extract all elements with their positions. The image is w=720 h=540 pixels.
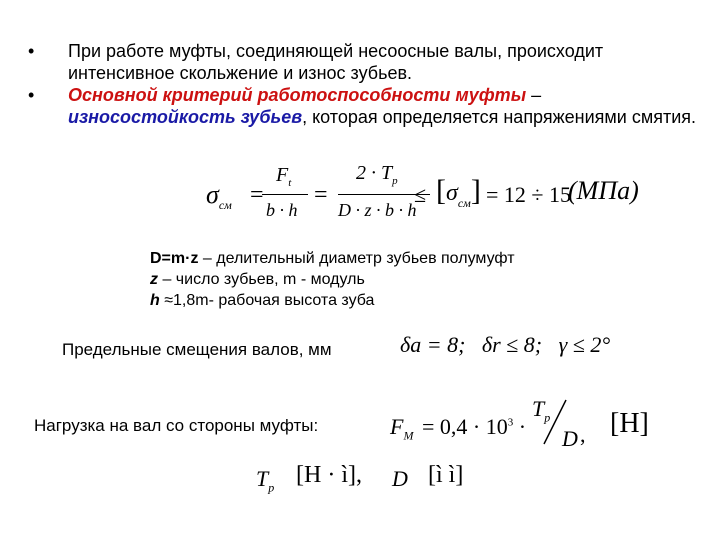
fraction-bar	[262, 194, 308, 195]
load-formula	[390, 396, 670, 456]
diameter-unit: [ì ì]	[428, 462, 464, 488]
fraction1-numerator: $F_t$	[276, 164, 292, 189]
allowable-stress: $[\sigma_{см}]$	[436, 174, 481, 210]
torque-unit: [H · ì],	[296, 462, 362, 488]
definition-line: h ≈1,8m- рабочая высота зуба	[150, 292, 375, 309]
definition-line: D=m·z – делительный диаметр зубьев полумуфт	[150, 250, 515, 267]
load-comma: ,	[580, 422, 586, 447]
wear-resistance-text: износостойкость зубьев	[68, 107, 303, 127]
torque-symbol: $T_p$	[256, 466, 275, 495]
stress-text: , которая определяется напряжениями смятия.	[302, 107, 697, 127]
load-unit: [H]	[610, 408, 649, 439]
bullet-marker: •	[28, 41, 35, 61]
stress-result: = 12 ÷ 15	[486, 182, 571, 207]
load-symbol: $F_M$	[390, 414, 414, 443]
load-coefficient: = $0,4 \cdot 10^3$ ·	[422, 414, 527, 439]
load-label: Нагрузка на вал со стороны муфты:	[34, 416, 319, 435]
offsets-formula: δa = 8; δr ≤ 8; γ ≤ 2°	[400, 332, 611, 357]
stress-unit: (МПа)	[568, 176, 639, 205]
bullet-text: При работе муфты, соединяющей несоосные валы, происходит интенсивное скольжение и износ зубьев.	[68, 41, 604, 83]
bullet-item-1	[28, 40, 708, 84]
units-line	[256, 462, 516, 502]
definition-line: z – число зубьев, m - модуль	[150, 271, 365, 288]
fraction1-denominator: b · h	[266, 200, 298, 220]
fraction2-numerator: $2 \cdot T_p$	[356, 162, 398, 187]
diameter-symbol: D	[562, 426, 578, 451]
equals-sign: =	[314, 182, 328, 208]
sigma-symbol: $\sigma_{см}$	[206, 180, 232, 213]
bullet-item-2	[28, 84, 708, 128]
torque-symbol: $T_p$	[532, 396, 551, 425]
fraction2-denominator: D · z · b · h	[338, 200, 417, 220]
leq-sign: ≤	[414, 182, 427, 207]
diameter-symbol: D	[392, 466, 408, 491]
offsets-label: Предельные смещения валов, мм	[62, 340, 332, 359]
equals-sign: =	[250, 182, 264, 208]
bullet-text	[68, 84, 708, 128]
definitions	[150, 248, 515, 311]
criterion-text: Основной критерий работоспособности муфты	[68, 85, 527, 105]
crushing-stress-formula	[200, 160, 639, 230]
dash-text: –	[526, 85, 542, 105]
bullet-list	[28, 40, 708, 128]
bullet-marker: •	[28, 85, 35, 105]
